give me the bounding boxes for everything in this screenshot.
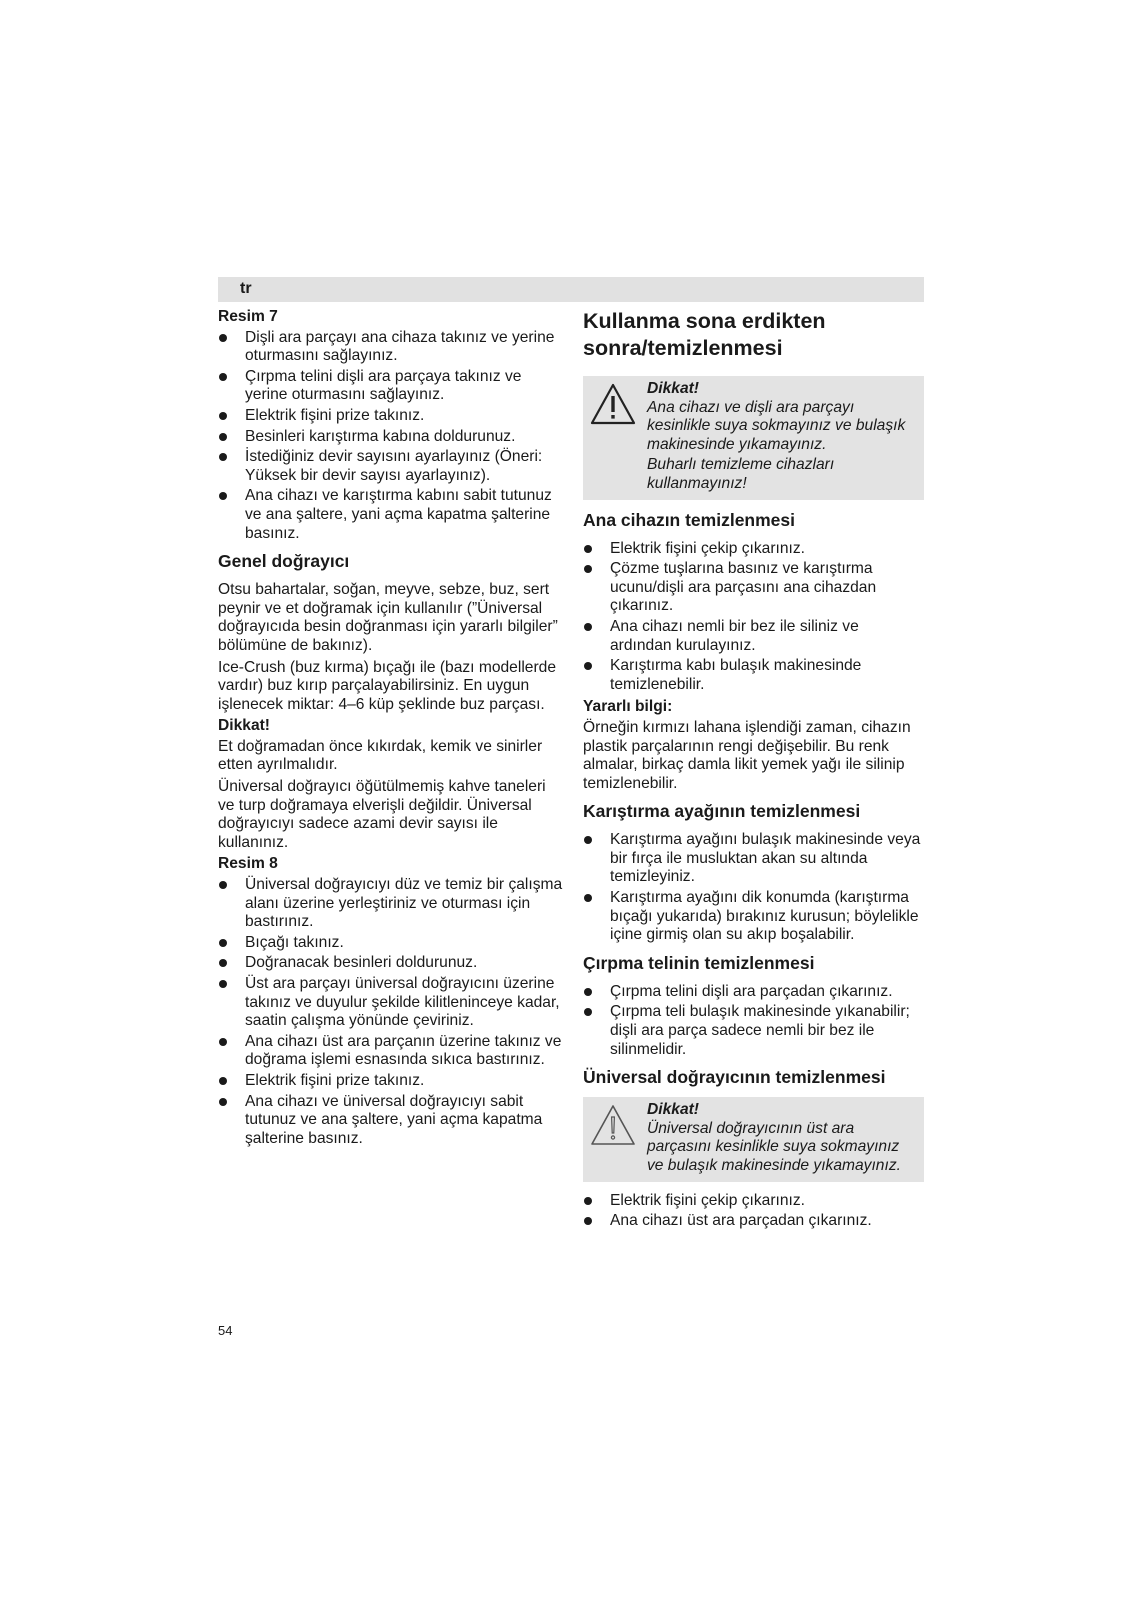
list-item — [583, 1212, 924, 1231]
bullet-icon — [219, 412, 227, 420]
bullet-icon — [219, 881, 227, 889]
list-item — [583, 618, 924, 655]
dikkat-paragraph-1: Et doğramadan önce kıkırdak, kemik ve sinirler etten ayrılmalıdır. — [218, 737, 543, 774]
warning-box-1 — [583, 376, 924, 500]
genel-heading: Genel doğrayıcı — [218, 551, 350, 572]
left-column — [218, 308, 563, 1152]
warning-1-text-2: Buharlı temizleme cihazları kullanmayınız! — [647, 456, 835, 492]
list-item — [583, 1003, 924, 1059]
bullet-icon — [219, 980, 227, 988]
yararli-label: Yararlı bilgi: — [583, 698, 673, 716]
bullet-icon — [584, 662, 592, 670]
resim8-label: Resim 8 — [218, 855, 278, 873]
genel-paragraph-1: Otsu bahartalar, soğan, meyve, sebze, buz, sert peynir ve et doğramak için kullanılır (”Üniversal doğrayıcıda besin doğranması için yararlı bilgiler” bölümüne de bakınız). — [218, 581, 558, 654]
list-item — [218, 368, 563, 405]
list-item-text: Çırpma teli bulaşık makinesinde yıkanabilir; dişli ara parça sadece nemli bir bez ile silinmelidir. — [610, 1003, 910, 1058]
list-item-text: Ana cihazı üst ara parçanın üzerine takınız ve doğrama işlemi esnasında sıkıca bastırınız. — [245, 1032, 562, 1069]
karistirma-heading: Karıştırma ayağının temizlenmesi — [583, 801, 861, 822]
warning-box-2 — [583, 1097, 924, 1181]
bullet-icon — [584, 1008, 592, 1016]
list-item — [218, 876, 563, 932]
list-item — [583, 983, 924, 1002]
bullet-icon — [219, 453, 227, 461]
list-item — [218, 428, 563, 447]
list-item — [583, 657, 924, 694]
bullet-icon — [584, 1217, 592, 1225]
bullet-icon — [584, 565, 592, 573]
ana-list — [583, 540, 924, 695]
bullet-icon — [584, 836, 592, 844]
bullet-icon — [584, 545, 592, 553]
list-item — [218, 975, 563, 1031]
list-item-text: Karıştırma ayağını dik konumda (karıştırma bıçağı yukarıda) bırakınız kurusun; böylelikle içine girmiş olan su akıp boşalabilir. — [610, 889, 919, 944]
list-item-text: Karıştırma ayağını bulaşık makinesinde veya bir fırça ile musluktan akan su altında temizleyiniz. — [610, 831, 921, 886]
list-item-text: Doğranacak besinleri doldurunuz. — [245, 954, 478, 972]
list-item-text: Çırpma telini dişli ara parçadan çıkarınız. — [610, 982, 893, 1000]
list-item — [583, 889, 924, 945]
bullet-icon — [219, 959, 227, 967]
list-item — [583, 540, 924, 559]
bullet-icon — [584, 1197, 592, 1205]
universal-heading: Üniversal doğrayıcının temizlenmesi — [583, 1067, 886, 1088]
bullet-icon — [219, 334, 227, 342]
list-item — [218, 1072, 563, 1091]
bullet-icon — [219, 1098, 227, 1106]
resim8-list — [218, 876, 563, 1148]
dikkat-paragraph-2: Üniversal doğrayıcı öğütülmemiş kahve taneleri ve turp doğramaya elverişli değildir. Üniversal doğrayıcıyı sadece azami devir sayısı ile kullanınız. — [218, 778, 546, 851]
list-item-text: Dişli ara parçayı ana cihaza takınız ve yerine oturmasını sağlayınız. — [245, 328, 555, 365]
list-item-text: Karıştırma kabı bulaşık makinesinde temizlenebilir. — [610, 657, 862, 693]
list-item — [218, 329, 563, 366]
bullet-icon — [219, 1038, 227, 1046]
resim7-label: Resim 7 — [218, 308, 278, 325]
list-item — [218, 1093, 563, 1149]
list-item — [218, 487, 563, 543]
resim7-list — [218, 329, 563, 544]
universal-list — [583, 1192, 924, 1231]
list-item-text: İstediğiniz devir sayısını ayarlayınız (Öneri: Yüksek bir devir sayısı ayarlayınız). — [245, 448, 543, 484]
list-item — [218, 407, 563, 426]
list-item-text: Üst ara parçayı üniversal doğrayıcını üzerine takınız ve duyulur şekilde kilitleninceye kadar, saatin çalışma yönünde çeviriniz. — [245, 975, 560, 1030]
list-item-text: Besinleri karıştırma kabına doldurunuz. — [245, 427, 516, 445]
language-bar — [218, 277, 924, 302]
list-item-text: Bıçağı takınız. — [245, 933, 344, 951]
list-item — [218, 954, 563, 973]
bullet-icon — [584, 988, 592, 996]
section-title: Kullanma sona erdikten sonra/temizlenmesi — [583, 309, 826, 360]
list-item-text: Çözme tuşlarına basınız ve karıştırma ucunu/dişli ara parçasını ana cihazdan çıkarınız. — [610, 560, 877, 615]
bullet-icon — [219, 1077, 227, 1085]
dikkat-label: Dikkat! — [218, 717, 270, 735]
yararli-paragraph: Örneğin kırmızı lahana işlendiği zaman, cihazın plastik parçalarının rengi değişebilir. Bu renk almalar, birkaç damla likit yemek yağı ile silinip temizlenebilir. — [583, 718, 911, 792]
list-item-text: Ana cihazı üst ara parçadan çıkarınız. — [610, 1212, 872, 1230]
list-item-text: Çırpma telini dişli ara parçaya takınız ve yerine oturmasını sağlayınız. — [245, 367, 522, 404]
genel-paragraph-2: Ice-Crush (buz kırma) bıçağı ile (bazı modellerde vardır) buz kırıp parçalayabilirsiniz. En uygun işlenecek miktar: 4–6 küp şeklinde buz parçası. — [218, 658, 556, 713]
language-code: tr — [240, 280, 252, 297]
list-item — [583, 1192, 924, 1211]
warning-1-title: Dikkat! — [647, 380, 699, 397]
warning-1-text-1: Ana cihazı ve dişli ara parçayı kesinlikle suya sokmayınız ve bulaşık makinesinde yıkamayınız. — [647, 398, 906, 453]
list-item — [583, 560, 924, 616]
list-item-text: Üniversal doğrayıcıyı düz ve temiz bir çalışma alanı üzerine yerleştiriniz ve oturması için bastırınız. — [245, 876, 563, 931]
list-item — [218, 448, 563, 485]
list-item-text: Ana cihazı nemli bir bez ile siliniz ve ardından kurulayınız. — [610, 617, 859, 654]
bullet-icon — [584, 623, 592, 631]
warning-triangle-icon — [589, 382, 637, 426]
page-number: 54 — [218, 1323, 233, 1338]
list-item-text: Elektrik fişini prize takınız. — [245, 406, 425, 424]
ana-heading: Ana cihazın temizlenmesi — [583, 509, 796, 530]
cirpma-list — [583, 983, 924, 1059]
warning-2-text: Üniversal doğrayıcının üst ara parçasını kesinlikle suya sokmayınız ve bulaşık makinesinde yıkamayınız. — [647, 1119, 901, 1174]
list-item — [583, 831, 924, 887]
bullet-icon — [219, 433, 227, 441]
bullet-icon — [219, 373, 227, 381]
bullet-icon — [584, 894, 592, 902]
list-item-text: Ana cihazı ve üniversal doğrayıcıyı sabit tutunuz ve ana şaltere, yani açma kapatma şalterine basınız. — [245, 1092, 543, 1147]
right-column — [583, 308, 924, 1235]
list-item — [218, 1033, 563, 1070]
list-item-text: Elektrik fişini prize takınız. — [245, 1071, 425, 1089]
list-item-text: Elektrik fişini çekip çıkarınız. — [610, 1191, 805, 1209]
list-item-text: Ana cihazı ve karıştırma kabını sabit tutunuz ve ana şaltere, yani açma kapatma şalterine basınız. — [245, 487, 552, 542]
list-item-text: Elektrik fişini çekip çıkarınız. — [610, 539, 805, 557]
bullet-icon — [219, 492, 227, 500]
warning-2-title: Dikkat! — [647, 1101, 699, 1119]
list-item — [218, 934, 563, 953]
cirpma-heading: Çırpma telinin temizlenmesi — [583, 952, 815, 973]
warning-triangle-icon — [589, 1103, 637, 1147]
bullet-icon — [219, 939, 227, 947]
karistirma-list — [583, 831, 924, 945]
